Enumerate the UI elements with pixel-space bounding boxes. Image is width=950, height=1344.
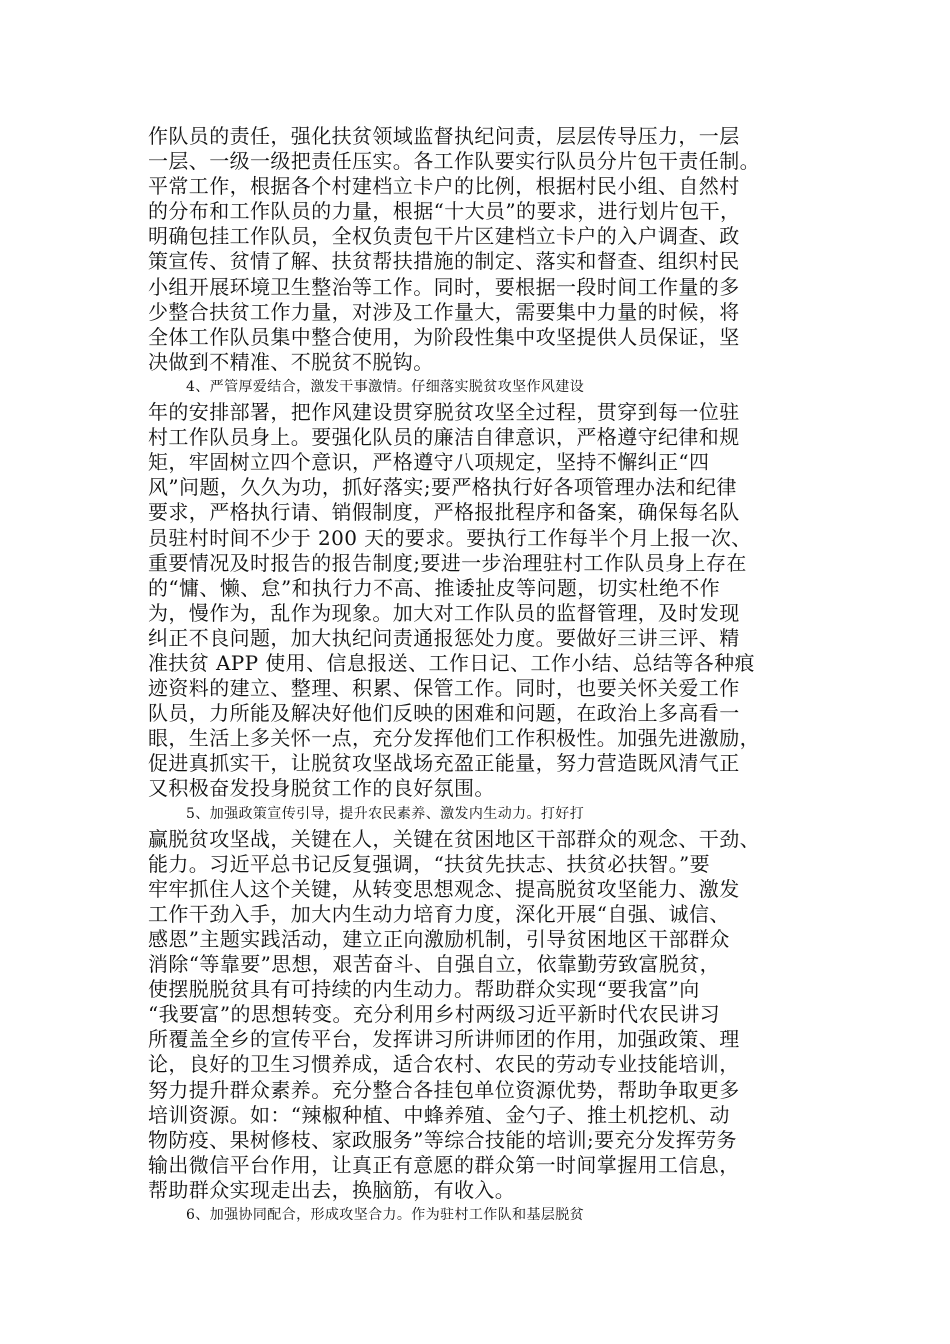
text-line: 策宣传、贫情了解、扶贫帮扶措施的制定、落实和督查、组织村民 (148, 249, 740, 274)
text-line: 小组开展环境卫生整治等工作。同时，要根据一段时间工作量的多 (148, 274, 740, 299)
text-line: 年的安排部署，把作风建设贯穿脱贫攻坚全过程，贯穿到每一位驻 (148, 400, 740, 425)
text-line: 工作干劲入手，加大内生动力培育力度，深化开展“自强、诚信、 (148, 901, 730, 926)
text-line: 平常工作，根据各个村建档立卡户的比例，根据村民小组、自然村 (148, 174, 740, 199)
text-line: “我要富”的思想转变。充分利用乡村两级习近平新时代农民讲习 (148, 1002, 721, 1027)
text-line: 帮助群众实现走出去，换脑筋，有收入。 (148, 1177, 516, 1202)
text-line: 的分布和工作队员的力量，根据“十大员”的要求，进行划片包干， (148, 199, 741, 224)
text-line: 作队员的责任，强化扶贫领域监督执纪问责，层层传导压力，一层 (148, 124, 740, 148)
text-line: 明确包挂工作队员，全权负责包干片区建档立卡户的入户调查、政 (148, 224, 740, 249)
text-line: 培训资源。如：“辣椒种植、中蜂养殖、金勺子、推土机挖机、动 (148, 1102, 730, 1127)
text-line: 村工作队员身上。要强化队员的廉洁自律意识，严格遵守纪律和规 (148, 425, 740, 450)
text-line: 全体工作队员集中整合使用，为阶段性集中攻坚提供人员保证，坚 (148, 324, 740, 349)
text-line: 风”问题，久久为功，抓好落实;要严格执行好各项管理办法和纪律 (148, 475, 737, 500)
text-line: 牢牢抓住人这个关键，从转变思想观念、提高脱贫攻坚能力、激发 (148, 876, 740, 901)
text-line: 眼，生活上多关怀一点，充分发挥他们工作积极性。加强先进激励， (148, 726, 760, 751)
text-line: 队员，力所能及解决好他们反映的困难和问题，在政治上多高看一 (148, 701, 740, 726)
text-line: 所覆盖全乡的宣传平台，发挥讲习所讲师团的作用，加强政策、理 (148, 1027, 740, 1052)
text-line: 的“慵、懒、怠”和执行力不高、推诿扯皮等问题，切实杜绝不作 (148, 575, 721, 600)
text-line: 使摆脱脱贫具有可持续的内生动力。帮助群众实现“要我富”向 (148, 977, 700, 1002)
text-line: 消除“等靠要”思想，艰苦奋斗、自强自立，依靠勤劳致富脱贫， (148, 952, 721, 977)
text-line: 要求，严格执行请、销假制度，严格报批程序和备案，确保每名队 (148, 500, 740, 525)
paragraph-first-line: 4、严管厚爱结合，激发干事激情。仔细落实脱贫攻坚作风建设 (186, 378, 585, 395)
text-line: 准扶贫 APP 使用、信息报送、工作日记、工作小结、总结等各种痕 (148, 650, 755, 675)
text-line: 决做到不精准、不脱贫不脱钩。 (148, 349, 434, 374)
text-line: 努力提升群众素养。充分整合各挂包单位资源优势，帮助争取更多 (148, 1077, 740, 1102)
text-line: 能力。习近平总书记反复强调，“扶贫先扶志、扶贫必扶智。”要 (148, 851, 711, 876)
text-line: 输出微信平台作用，让真正有意愿的群众第一时间掌握用工信息， (148, 1152, 740, 1177)
text-line: 又积极奋发投身脱贫工作的良好氛围。 (148, 776, 495, 801)
text-line: 感恩”主题实践活动，建立正向激励机制，引导贫困地区干部群众 (148, 927, 730, 951)
text-line: 员驻村时间不少于 200 天的要求。要执行工作每半个月上报一次、 (148, 525, 752, 550)
text-line: 为，慢作为，乱作为现象。加大对工作队员的监督管理，及时发现 (148, 600, 740, 625)
text-line: 物防疫、果树修枝、家政服务”等综合技能的培训;要充分发挥劳务 (148, 1127, 737, 1152)
text-line: 纠正不良问题，加大执纪问责通报惩处力度。要做好三讲三评、精 (148, 625, 740, 650)
text-line: 一层、一级一级把责任压实。各工作队要实行队员分片包干责任制。 (148, 149, 760, 174)
paragraph-first-line: 6、加强协同配合，形成攻坚合力。作为驻村工作队和基层脱贫 (186, 1207, 585, 1224)
text-line: 迹资料的建立、整理、积累、保管工作。同时，也要关怀关爱工作 (148, 676, 740, 701)
text-line: 重要情况及时报告的报告制度;要进一步治理驻村工作队员身上存在 (148, 550, 747, 575)
text-line: 赢脱贫攻坚战，关键在人，关键在贫困地区干部群众的观念、干劲、 (148, 826, 760, 851)
text-line: 论，良好的卫生习惯养成，适合农村、农民的劳动专业技能培训， (148, 1052, 740, 1077)
text-line: 矩，牢固树立四个意识，严格遵守八项规定，坚持不懈纠正“四 (148, 450, 710, 475)
paragraph-first-line: 5、加强政策宣传引导，提升农民素养、激发内生动力。打好打 (186, 805, 585, 822)
text-line: 少整合扶贫工作力量，对涉及工作量大，需要集中力量的时候，将 (148, 299, 740, 324)
body-text (148, 124, 808, 1228)
text-line: 促进真抓实干，让脱贫攻坚战场充盈正能量，努力营造既风清气正 (148, 751, 740, 776)
